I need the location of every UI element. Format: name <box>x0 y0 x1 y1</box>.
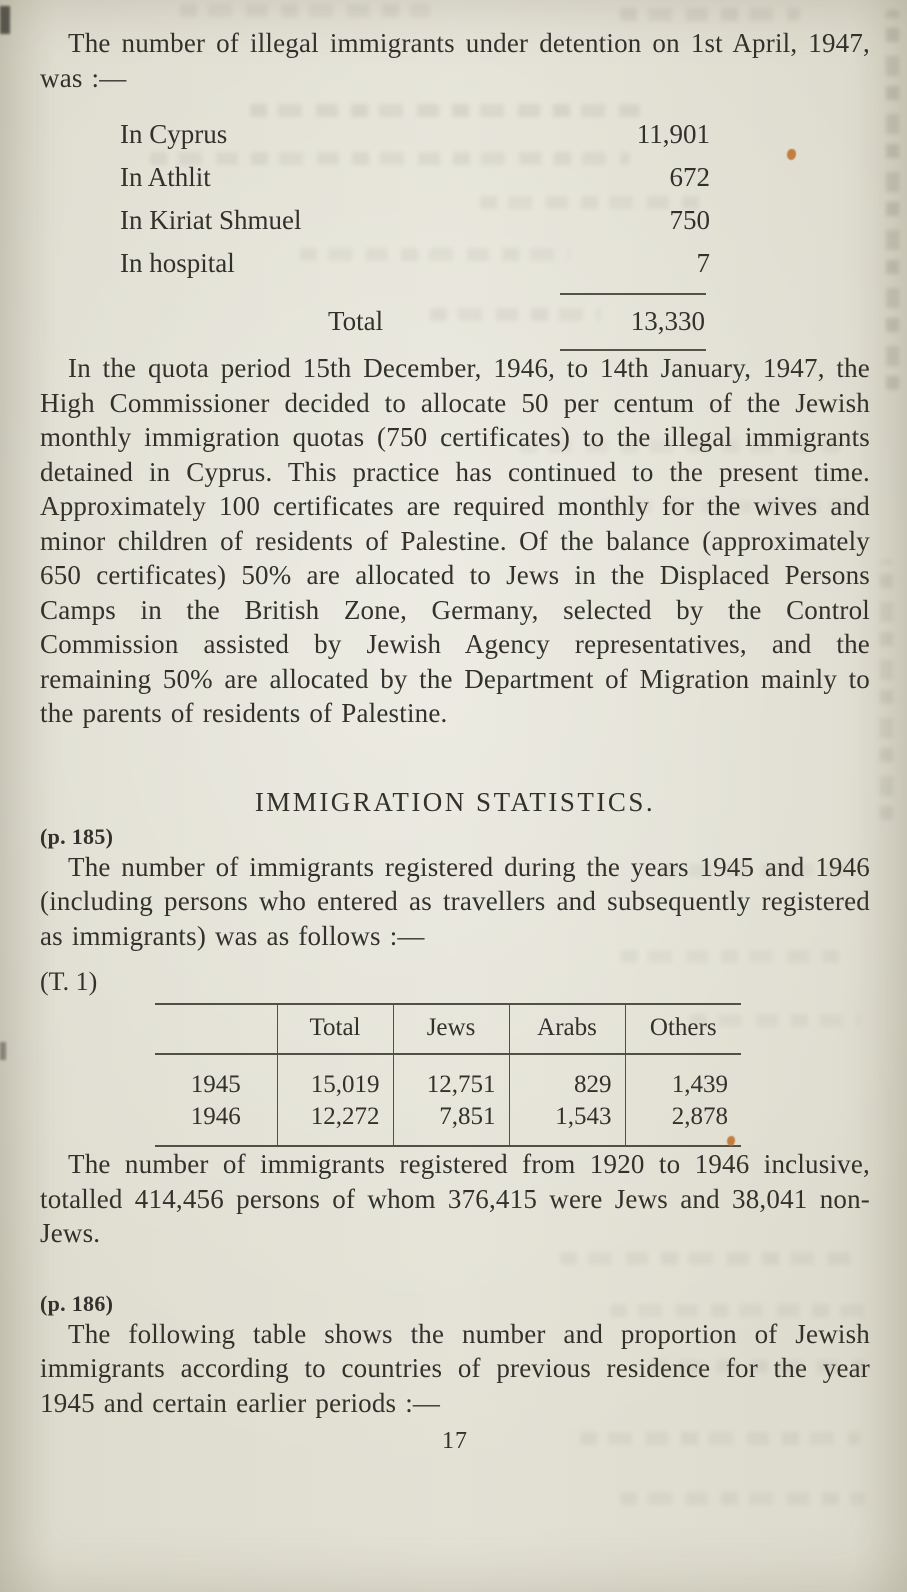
following-table-paragraph: The following table shows the number and proportion of Jewish immigrants according to countries of previous residence for the year 1945 and certain earlier periods :— <box>40 1318 870 1418</box>
arabs-cell: 1,543 <box>509 1101 625 1146</box>
detention-row-cyprus <box>120 113 738 156</box>
detention-list <box>120 113 738 351</box>
detention-intro-paragraph: The number of illegal immigrants under detention on 1st April, 1947, was :— <box>40 28 870 93</box>
detention-label: In hospital <box>120 248 235 278</box>
jews-cell: 7,851 <box>393 1101 509 1146</box>
arabs-cell: 829 <box>509 1054 625 1101</box>
page-ref-186: (p. 186) <box>40 1290 114 1316</box>
quota-paragraph: In the quota period 15th December, 1946, to 14th January, 1947, the High Commissioner decided to allocate 50 per centum of the Jewish monthly immigration quotas (750 certificates) to the illegal immigrants detained in Cyprus. This practice has continued to the present time. Approximately 100 certificates are required monthly for the wives and minor children of residents of Palestine. Of the balance (approximately 650 certificates) 50% are allocated to Jews in the Displaced Persons Camps in the British Zone, Germany, selected by the Control Commission assisted by Jewish Agency representatives, and the remaining 50% are allocated by the Department of Migration mainly to the parents of residents of Palestine. <box>40 353 870 728</box>
others-cell: 1,439 <box>625 1054 741 1101</box>
registered-totals-paragraph: The number of immigrants registered from 1920 to 1946 inclusive, totalled 414,456 persons of whom 376,415 were Jews and 38,041 non-Jews. <box>40 1149 870 1248</box>
bleedthrough-smudge <box>620 8 800 21</box>
jews-cell: 12,751 <box>393 1054 509 1101</box>
total-label: Total <box>328 305 384 336</box>
column-header-total: Total <box>277 1004 393 1054</box>
detention-label: In Athlit <box>120 162 211 192</box>
detention-value: 7 <box>696 248 710 278</box>
bleedthrough-smudge <box>880 560 893 820</box>
registration-intro-paragraph: The number of immigrants registered during the years 1945 and 1946 (including persons who entered as travellers and subsequently registered as immigrants) was as follows :— <box>40 851 870 951</box>
year-cell: 1946 <box>190 1103 241 1130</box>
immigration-table <box>155 1003 741 1147</box>
scan-edge-mark <box>0 6 10 34</box>
year-cell: 1945 <box>190 1071 241 1098</box>
detention-value: 672 <box>669 162 710 192</box>
page-number: 17 <box>442 1428 468 1454</box>
bleedthrough-smudge <box>180 4 430 17</box>
column-header-jews: Jews <box>393 1004 509 1054</box>
total-cell: 15,019 <box>277 1054 393 1101</box>
scan-edge-mark <box>0 1042 6 1060</box>
column-header-arabs: Arabs <box>509 1004 625 1054</box>
bleedthrough-smudge <box>886 10 899 390</box>
detention-row-kiriat-shmuel <box>120 199 738 242</box>
detention-value: 750 <box>669 205 710 235</box>
column-header-others: Others <box>625 1004 741 1054</box>
detention-value: 11,901 <box>636 119 710 149</box>
total-rule-top <box>560 293 706 295</box>
column-header-year <box>155 1004 277 1054</box>
table-header-row <box>155 1004 741 1054</box>
total-cell: 12,272 <box>277 1101 393 1146</box>
total-value: 13,330 <box>630 305 705 336</box>
page-ref-185: (p. 185) <box>40 823 114 849</box>
others-cell: 2,878 <box>625 1101 741 1146</box>
table-ref: (T. 1) <box>40 967 98 996</box>
detention-total-row <box>120 303 738 339</box>
bleedthrough-smudge <box>620 1492 865 1505</box>
detention-label: In Kiriat Shmuel <box>120 205 302 235</box>
detention-label: In Cyprus <box>120 119 228 149</box>
table-row-1946 <box>155 1101 741 1146</box>
detention-row-hospital <box>120 242 738 285</box>
table-row-1945 <box>155 1054 741 1101</box>
section-heading: IMMIGRATION STATISTICS. <box>254 786 656 817</box>
detention-row-athlit <box>120 156 738 199</box>
